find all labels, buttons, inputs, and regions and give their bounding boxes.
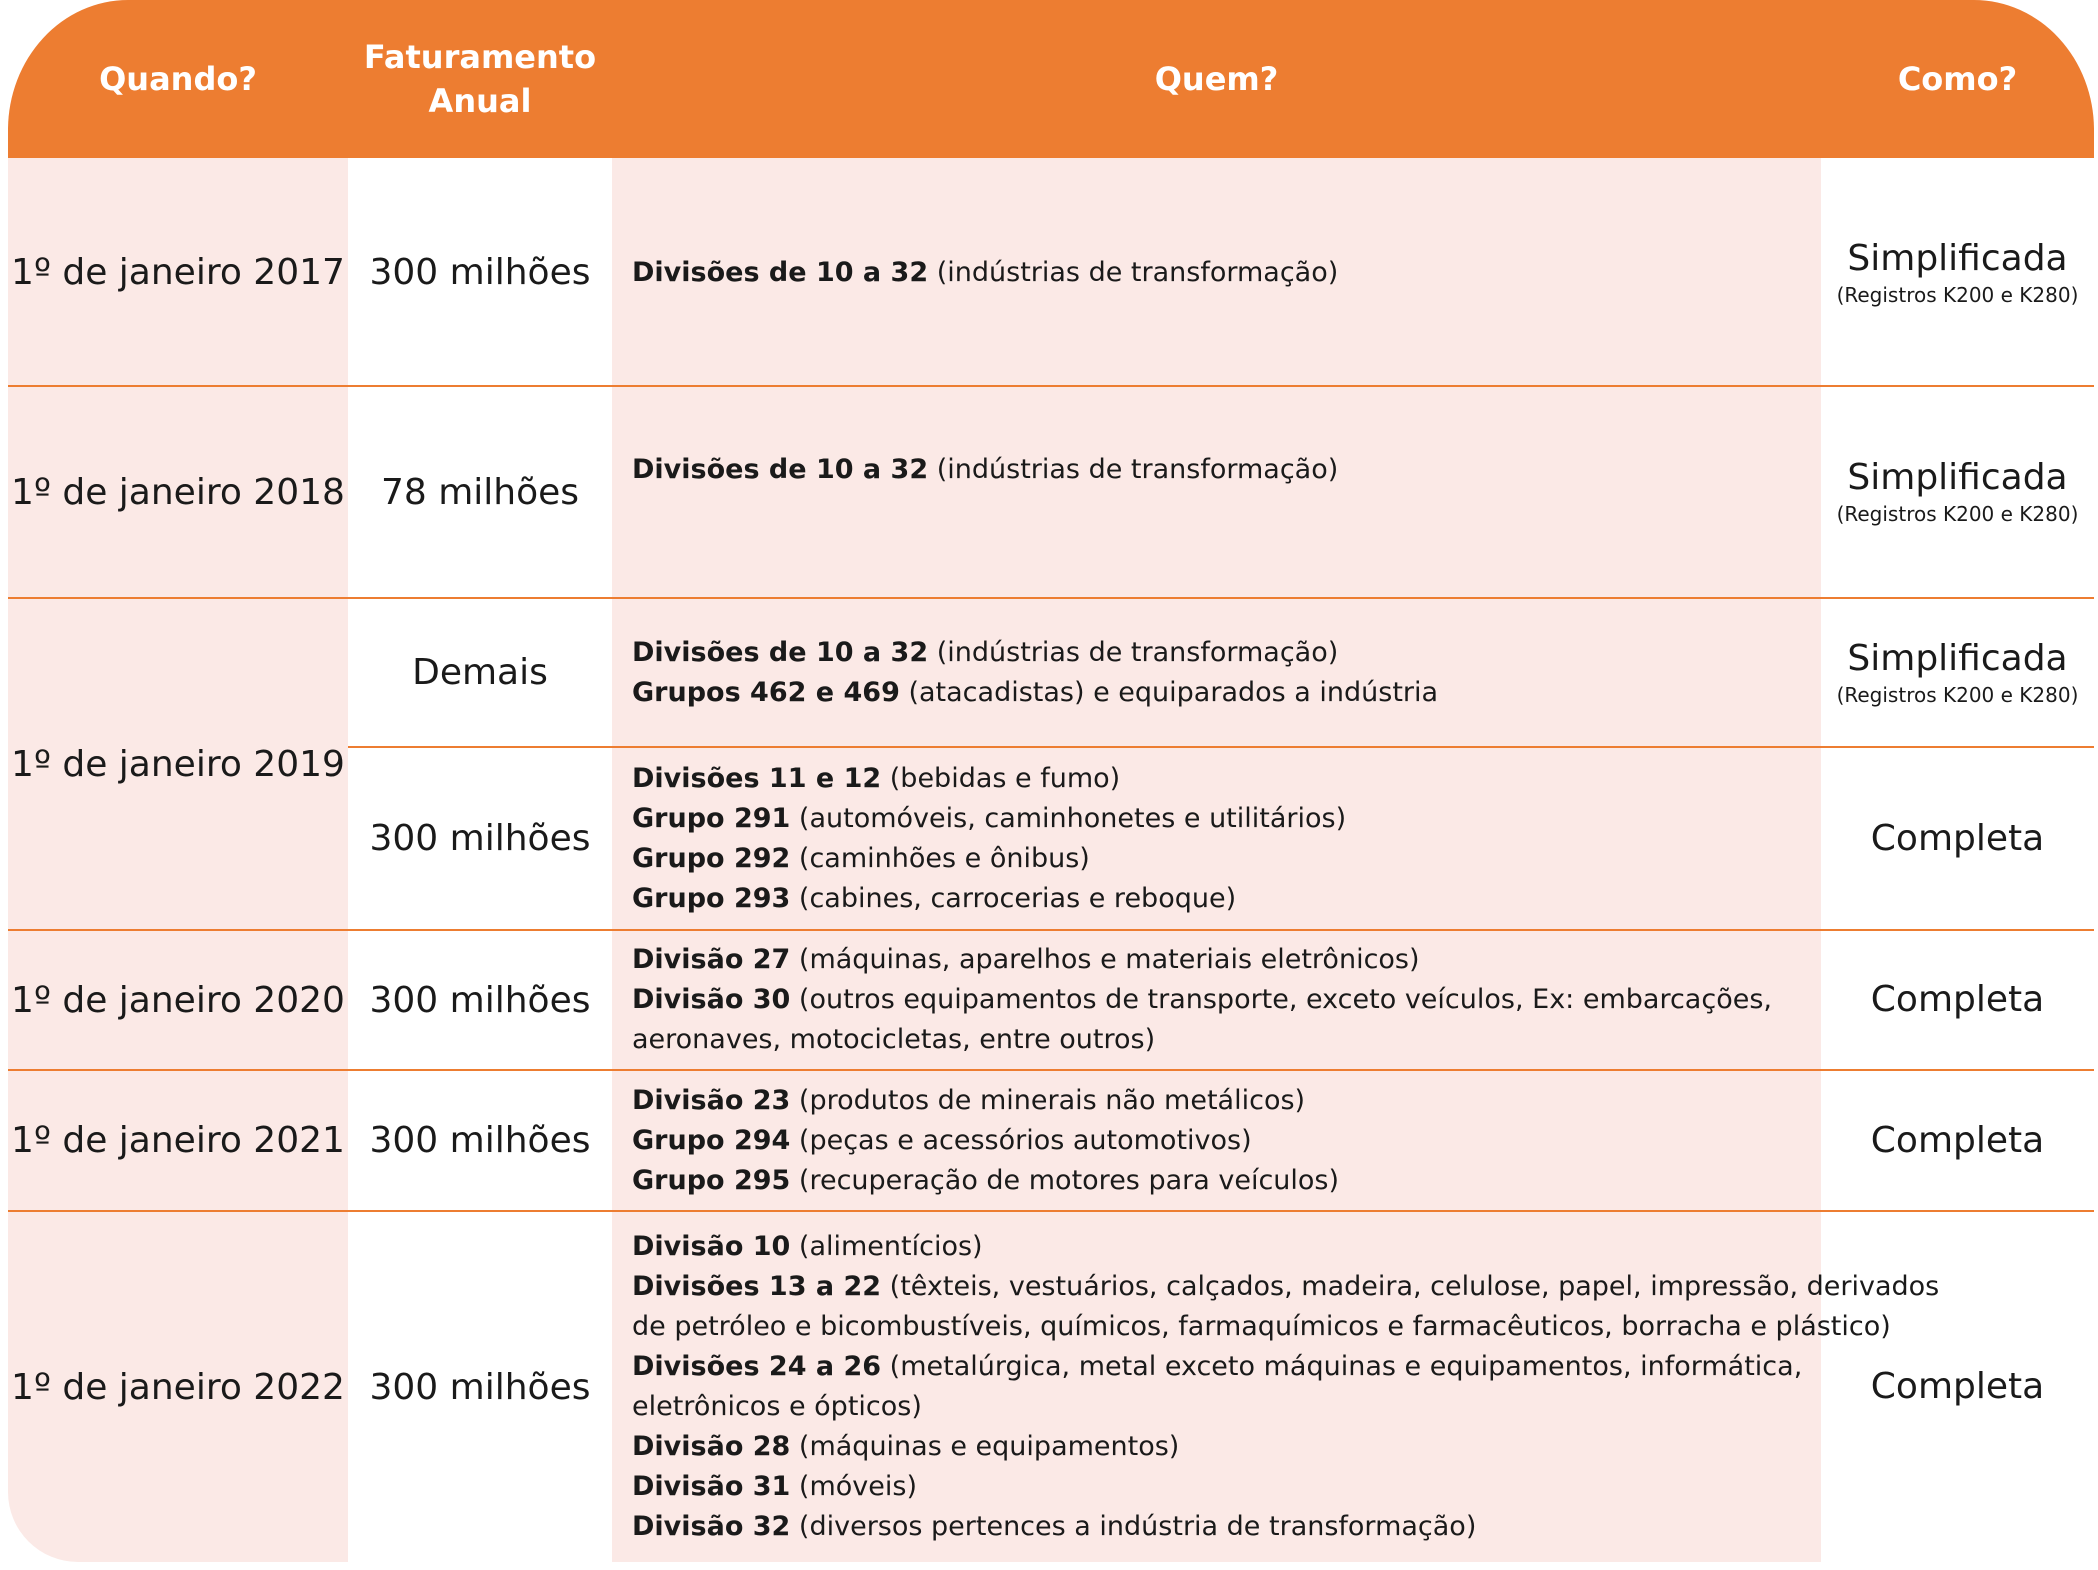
who-line: Divisões 11 e 12 (bebidas e fumo) [632, 762, 1121, 794]
row-2022-how [1821, 1212, 2094, 1562]
row-2018-who [612, 440, 1821, 500]
how-type: Completa [1870, 979, 2045, 1020]
row-2017-who [612, 160, 1821, 385]
who-line: Divisão 10 (alimentícios) [632, 1231, 983, 1262]
who-line: Divisões 13 a 22 (têxteis, vestuários, calçados, madeira, celulose, papel, impressão, derivados [632, 1271, 1940, 1302]
who-line: Divisão 27 (máquinas, aparelhos e materiais eletrônicos) [632, 944, 1420, 975]
row-2022-revenue: 300 milhões [369, 1366, 591, 1408]
row-2020-who [612, 931, 1821, 1069]
how-registers: (Registros K200 e K280) [1836, 502, 2079, 526]
who-line: Grupos 462 e 469 (atacadistas) e equiparados a indústria [632, 676, 1439, 708]
who-line: Grupo 294 (peças e acessórios automotivos) [632, 1124, 1252, 1156]
who-line: Divisões de 10 a 32 (indústrias de transformação) [632, 256, 1339, 288]
how-registers: (Registros K200 e K280) [1836, 282, 2079, 307]
who-line: de petróleo e bicombustíveis, químicos, farmaquímicos e farmacêuticos, borracha e plástico) [632, 1311, 1891, 1342]
row-2019a-revenue: Demais [412, 652, 548, 693]
header-when: Quando? [99, 60, 257, 98]
who-line: eletrônicos e ópticos) [632, 1391, 922, 1422]
how-type: Completa [1870, 817, 2045, 859]
row-2021-how [1821, 1071, 2094, 1210]
who-line: Divisão 32 (diversos pertences a indústria de transformação) [632, 1511, 1477, 1542]
row-2017-how [1821, 160, 2094, 385]
who-line: aeronaves, motocicletas, entre outros) [632, 1024, 1156, 1055]
row-2019a-how [1821, 599, 2094, 746]
how-type: Simplificada [1847, 237, 2068, 279]
how-type: Completa [1870, 1366, 2045, 1407]
row-2022-when: 1º de janeiro 2022 [11, 1366, 345, 1408]
row-2021-revenue: 300 milhões [369, 1120, 591, 1161]
header-revenue-line1: Faturamento [363, 38, 597, 76]
table-header [8, 0, 2094, 158]
how-type: Simplificada [1847, 457, 2068, 498]
who-line: Grupo 293 (cabines, carrocerias e reboque) [632, 882, 1237, 914]
who-line: Divisões de 10 a 32 (indústrias de transformação) [632, 636, 1339, 668]
row-2019-when: 1º de janeiro 2019 [11, 743, 345, 785]
who-line: Divisões 24 a 26 (metalúrgica, metal exceto máquinas e equipamentos, informática, [632, 1351, 1803, 1382]
row-2022-who [612, 1212, 1940, 1562]
row-2019b-revenue: 300 milhões [369, 818, 591, 859]
who-line: Divisão 23 (produtos de minerais não metálicos) [632, 1084, 1306, 1116]
how-type: Simplificada [1847, 637, 2068, 679]
header-revenue [348, 0, 612, 158]
who-line: Grupo 295 (recuperação de motores para veículos) [632, 1164, 1340, 1196]
who-line: Divisões de 10 a 32 (indústrias de transformação) [632, 454, 1339, 485]
who-line: Divisão 28 (máquinas e equipamentos) [632, 1431, 1180, 1462]
how-type: Completa [1870, 1119, 2045, 1161]
row-2020-revenue: 300 milhões [369, 979, 591, 1021]
row-2021-who [612, 1071, 1821, 1210]
row-2018-how [1821, 387, 2094, 597]
row-2020-when: 1º de janeiro 2020 [11, 979, 345, 1021]
row-2017-when: 1º de janeiro 2017 [11, 252, 345, 293]
row-2019b-who [612, 748, 1821, 929]
row-2018-revenue: 78 milhões [380, 471, 580, 513]
row-2020-how [1821, 931, 2094, 1069]
row-2018-when: 1º de janeiro 2018 [11, 471, 345, 513]
row-2019a-who [612, 599, 1821, 746]
row-2017-revenue: 300 milhões [369, 252, 591, 293]
who-line: Divisão 31 (móveis) [632, 1471, 917, 1502]
header-how: Como? [1897, 60, 2018, 98]
how-registers: (Registros K200 e K280) [1836, 682, 2079, 707]
row-2021-when: 1º de janeiro 2021 [11, 1120, 345, 1161]
who-line: Grupo 292 (caminhões e ônibus) [632, 842, 1090, 874]
who-line: Grupo 291 (automóveis, caminhonetes e utilitários) [632, 802, 1347, 834]
header-who: Quem? [1154, 60, 1279, 98]
who-line: Divisão 30 (outros equipamentos de transporte, exceto veículos, Ex: embarcações, [632, 984, 1772, 1015]
header-revenue-line2: Anual [428, 82, 532, 120]
row-2019b-how [1821, 748, 2094, 929]
sped-table [8, 0, 2094, 1562]
